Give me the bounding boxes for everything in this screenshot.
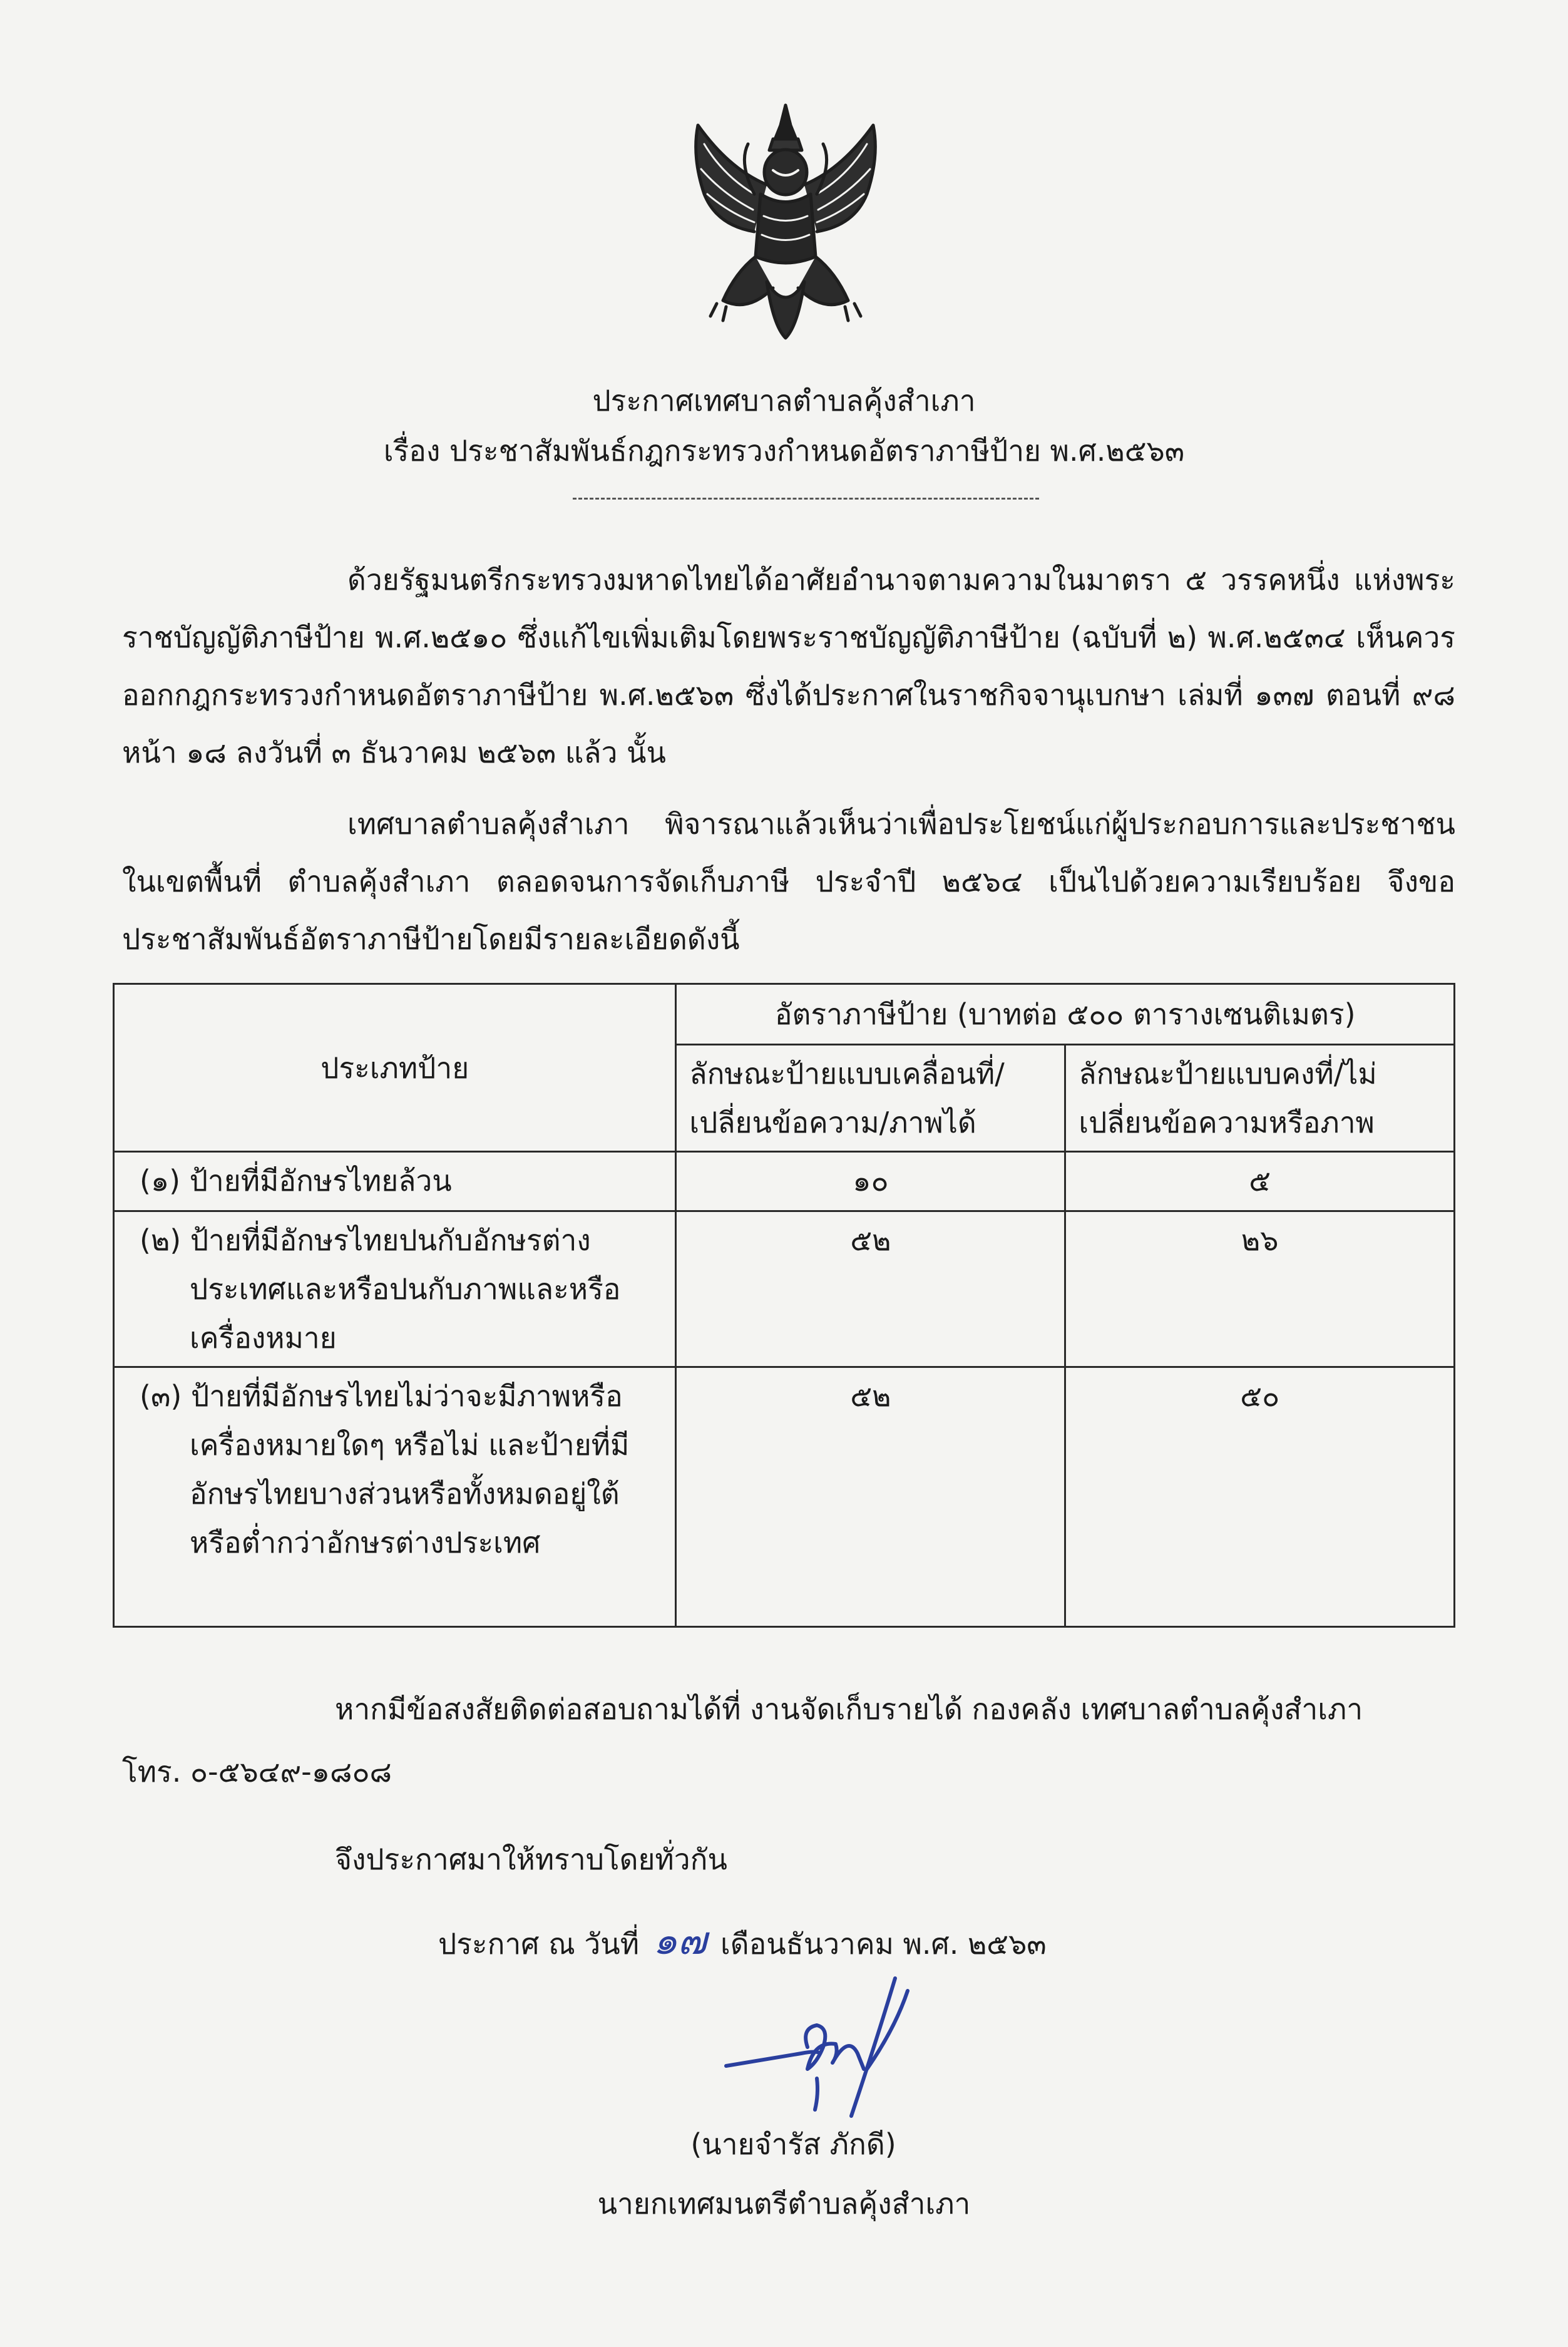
movable-rate: ๑๐ <box>676 1152 1065 1211</box>
signer-title: นายกเทศมนตรีตำบลคุ้งสำเภา <box>597 2187 971 2221</box>
closing-text: จึงประกาศมาให้ทราบโดยทั่วกัน <box>335 1842 727 1876</box>
table-header-row <box>114 984 1455 1045</box>
fixed-rate: ๕ <box>1065 1152 1455 1211</box>
contact-phone: โทร. ๐-๕๖๔๙-๑๘๐๘ <box>122 1755 392 1789</box>
announce-suffix: เดือนธันวาคม พ.ศ. ๒๕๖๓ <box>720 1927 1047 1961</box>
table-row <box>114 1152 1455 1211</box>
movable-rate: ๕๒ <box>676 1367 1065 1627</box>
announce-day: ๑๗ <box>653 1918 707 1963</box>
signer-name: (นายจำรัส ภักดี) <box>690 2127 896 2161</box>
paragraph-1 <box>122 551 1455 781</box>
sign-type-header: ประเภทป้าย <box>114 984 676 1152</box>
fixed-rate: ๒๖ <box>1065 1211 1455 1367</box>
title-divider <box>573 498 1039 500</box>
notice-subject: เรื่อง ประชาสัมพันธ์กฎกระทรวงกำหนดอัตราภาษีป้าย พ.ศ.๒๕๖๓ <box>383 434 1185 468</box>
table-row <box>114 1211 1455 1367</box>
announce-prefix: ประกาศ ณ วันที่ <box>438 1927 640 1961</box>
paragraph-1-text: ด้วยรัฐมนตรีกระทรวงมหาดไทยได้อาศัยอำนาจตามความในมาตรา ๕ วรรคหนึ่ง แห่งพระราชบัญญัติภาษีป้าย พ.ศ.๒๕๑๐ ซึ่งแก้ไขเพิ่มเติมโดยพระราชบัญญัติภาษีป้าย (ฉบับที่ ๒) พ.ศ.๒๕๓๔ เห็นควรออกกฎกระทรวงกำหนดอัตราภาษีป้าย พ.ศ.๒๕๖๓ ซึ่งได้ประกาศในราชกิจจานุเบกษา เล่มที่ ๑๓๗ ตอนที่ ๙๘ หน้า ๑๘ ลงวันที่ ๓ ธันวาคม ๒๕๖๓ แล้ว นั้น <box>122 563 1455 769</box>
notice-title: ประกาศเทศบาลตำบลคุ้งสำเภา <box>592 384 976 418</box>
movable-rate: ๕๒ <box>676 1211 1065 1367</box>
garuda-emblem-icon <box>679 100 892 351</box>
movable-sign-header: ลักษณะป้ายแบบเคลื่อนที่/เปลี่ยนข้อความ/ภาพได้ <box>676 1045 1065 1152</box>
sign-type-label: (๑) ป้ายที่มีอักษรไทยล้วน <box>114 1152 676 1211</box>
paragraph-2 <box>122 795 1455 968</box>
table-row <box>114 1367 1455 1627</box>
rate-header: อัตราภาษีป้าย (บาทต่อ ๕๐๐ ตารางเซนติเมตร) <box>676 984 1455 1045</box>
fixed-sign-header: ลักษณะป้ายแบบคงที่/ไม่เปลี่ยนข้อความหรือภาพ <box>1065 1045 1455 1152</box>
announce-date-line <box>438 1918 1047 1963</box>
contact-text: หากมีข้อสงสัยติดต่อสอบถามได้ที่ งานจัดเก็บรายได้ กองคลัง เทศบาลตำบลคุ้งสำเภา <box>335 1692 1363 1726</box>
paragraph-2-text: เทศบาลตำบลคุ้งสำเภา พิจารณาแล้วเห็นว่าเพื่อประโยชน์แก่ผู้ประกอบการและประชาชน ในเขตพื้นที่ ตำบลคุ้งสำเภา ตลอดจนการจัดเก็บภาษี ประจำปี ๒๕๖๔ เป็นไปด้วยความเรียบร้อย จึงขอประชาสัมพันธ์อัตราภาษีป้ายโดยมีรายละเอียดดังนี้ <box>122 807 1455 956</box>
tax-rate-table <box>113 983 1455 1628</box>
sign-type-label: (๒) ป้ายที่มีอักษรไทยปนกับอักษรต่างประเทศและหรือปนกับภาพและหรือเครื่องหมาย <box>114 1211 676 1367</box>
sign-type-label: (๓) ป้ายที่มีอักษรไทยไม่ว่าจะมีภาพหรือเครื่องหมายใดๆ หรือไม่ และป้ายที่มีอักษรไทยบางส่วนหรือทั้งหมดอยู่ใต้หรือต่ำกว่าอักษรต่างประเทศ <box>114 1367 676 1627</box>
fixed-rate: ๕๐ <box>1065 1367 1455 1627</box>
